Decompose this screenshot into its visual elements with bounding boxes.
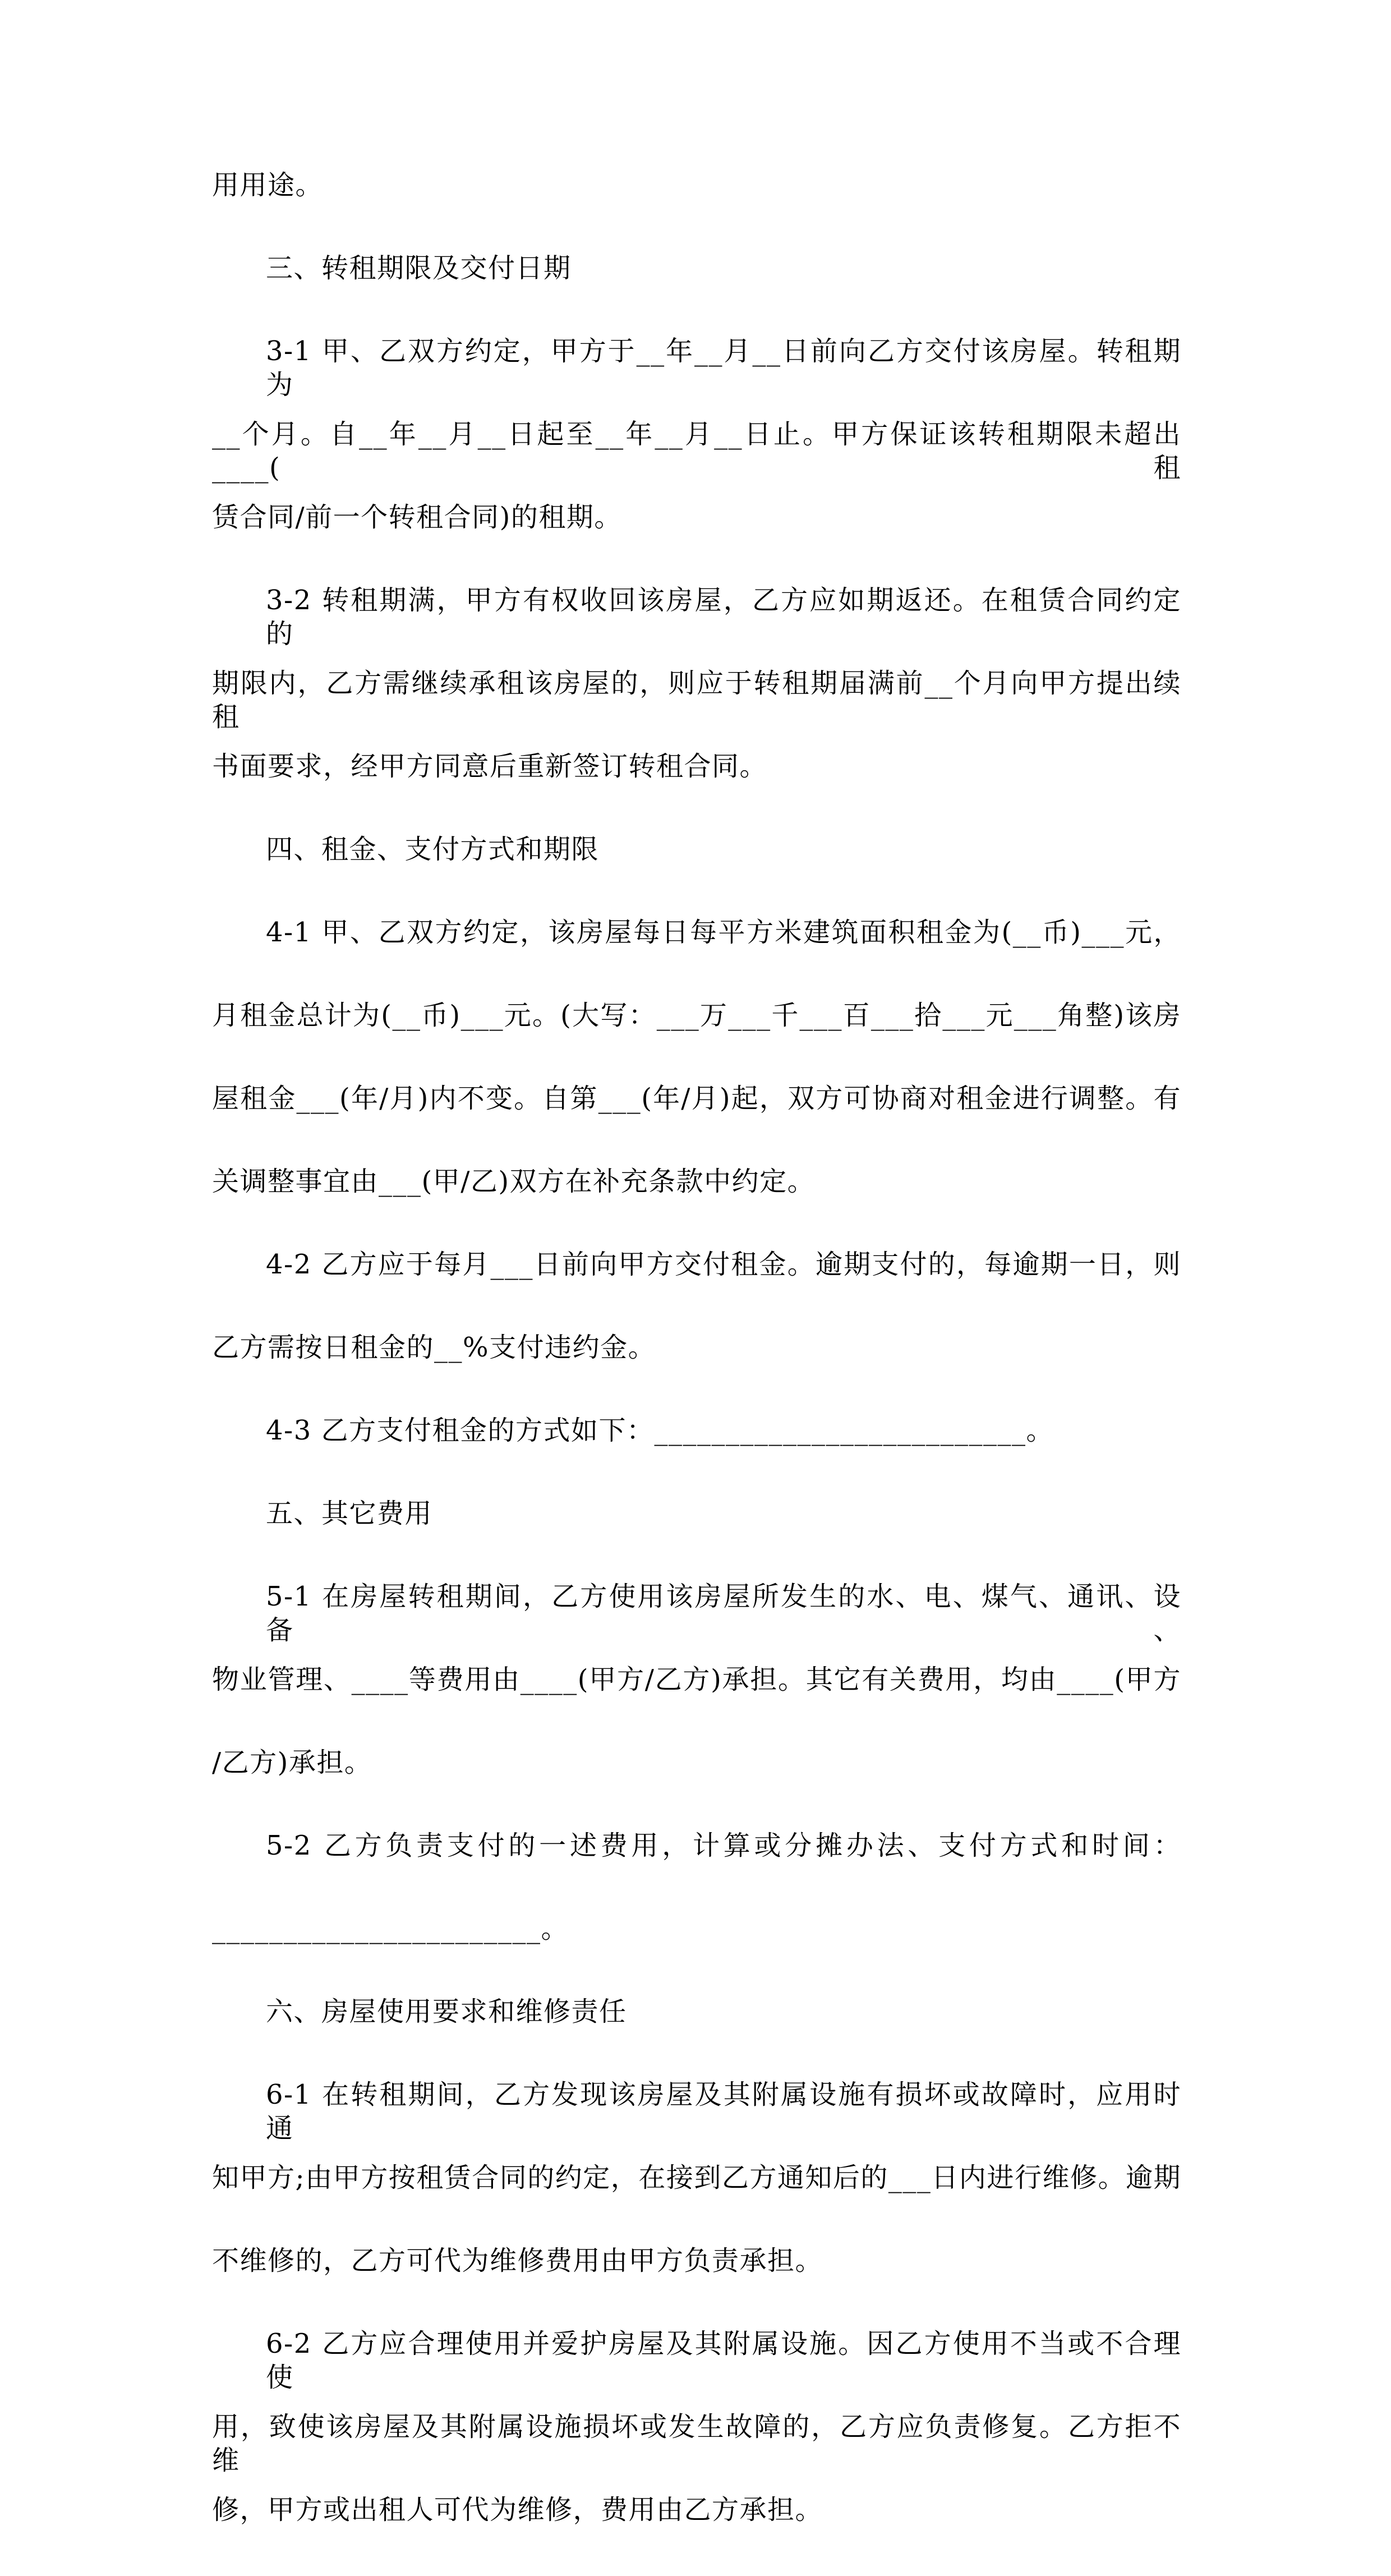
- text-line: 6-1 在转租期间，乙方发现该房屋及其附属设施有损坏或故障时，应用时通: [266, 2079, 1181, 2144]
- text-line: 不维修的，乙方可代为维修费用由甲方负责承担。: [212, 2245, 823, 2276]
- section-heading: 三、转租期限及交付日期: [266, 252, 572, 284]
- text-line: 书面要求，经甲方同意后重新签订转租合同。: [212, 751, 768, 782]
- text-line: 3-1 甲、乙双方约定，甲方于__年__月__日前向乙方交付该房屋。转租期为: [266, 335, 1181, 401]
- section-heading: 六、房屋使用要求和维修责任: [266, 1996, 627, 2027]
- text-line: 4-2 乙方应于每月___日前向甲方交付租金。逾期支付的，每逾期一日，则: [266, 1249, 1181, 1280]
- text-line: _______________________。: [212, 1913, 569, 1944]
- text-line: 5-1 在房屋转租期间，乙方使用该房屋所发生的水、电、煤气、通讯、设备、: [266, 1581, 1181, 1646]
- text-line: 修，甲方或出租人可代为维修，费用由乙方承担。: [212, 2494, 823, 2526]
- text-line: 5-2 乙方负责支付的一述费用，计算或分摊办法、支付方式和时间：: [266, 1830, 1181, 1861]
- text-line: 物业管理、____等费用由____(甲方/乙方)承担。其它有关费用，均由____(甲方: [212, 1664, 1181, 1695]
- text-line: 月租金总计为(__币)___元。(大写：___万___千___百___拾___元___角整)该房: [212, 1000, 1181, 1031]
- text-line: __个月。自__年__月__日起至__年__月__日止。甲方保证该转租期限未超出____(租: [212, 418, 1181, 484]
- text-line: /乙方)承担。: [212, 1747, 372, 1778]
- text-line: 关调整事宜由___(甲/乙)双方在补充条款中约定。: [212, 1166, 816, 1197]
- text-line: 6-2 乙方应合理使用并爱护房屋及其附属设施。因乙方使用不当或不合理使: [266, 2328, 1181, 2393]
- text-line: 屋租金___(年/月)内不变。自第___(年/月)起，双方可协商对租金进行调整。有: [212, 1083, 1181, 1114]
- text-line: 用用途。: [212, 169, 324, 201]
- text-line: 赁合同/前一个转租合同)的租期。: [212, 502, 622, 533]
- text-line: 4-1 甲、乙双方约定，该房屋每日每平方米建筑面积租金为(__币)___元，: [266, 917, 1181, 948]
- section-heading: 五、其它费用: [266, 1498, 433, 1529]
- section-heading: 四、租金、支付方式和期限: [266, 834, 600, 865]
- document-body: [212, 168, 1181, 2576]
- text-line: 用，致使该房屋及其附属设施损坏或发生故障的，乙方应负责修复。乙方拒不维: [212, 2411, 1181, 2476]
- text-line: 知甲方;由甲方按租赁合同的约定，在接到乙方通知后的___日内进行维修。逾期: [212, 2162, 1181, 2193]
- text-line: 乙方需按日租金的__%支付违约金。: [212, 1332, 656, 1363]
- text-line: 4-3 乙方支付租金的方式如下：__________________________。: [266, 1415, 1054, 1446]
- text-line: 期限内，乙方需继续承租该房屋的，则应于转租期届满前__个月向甲方提出续租: [212, 668, 1181, 733]
- text-line: 3-2 转租期满，甲方有权收回该房屋，乙方应如期返还。在租赁合同约定的: [266, 585, 1181, 650]
